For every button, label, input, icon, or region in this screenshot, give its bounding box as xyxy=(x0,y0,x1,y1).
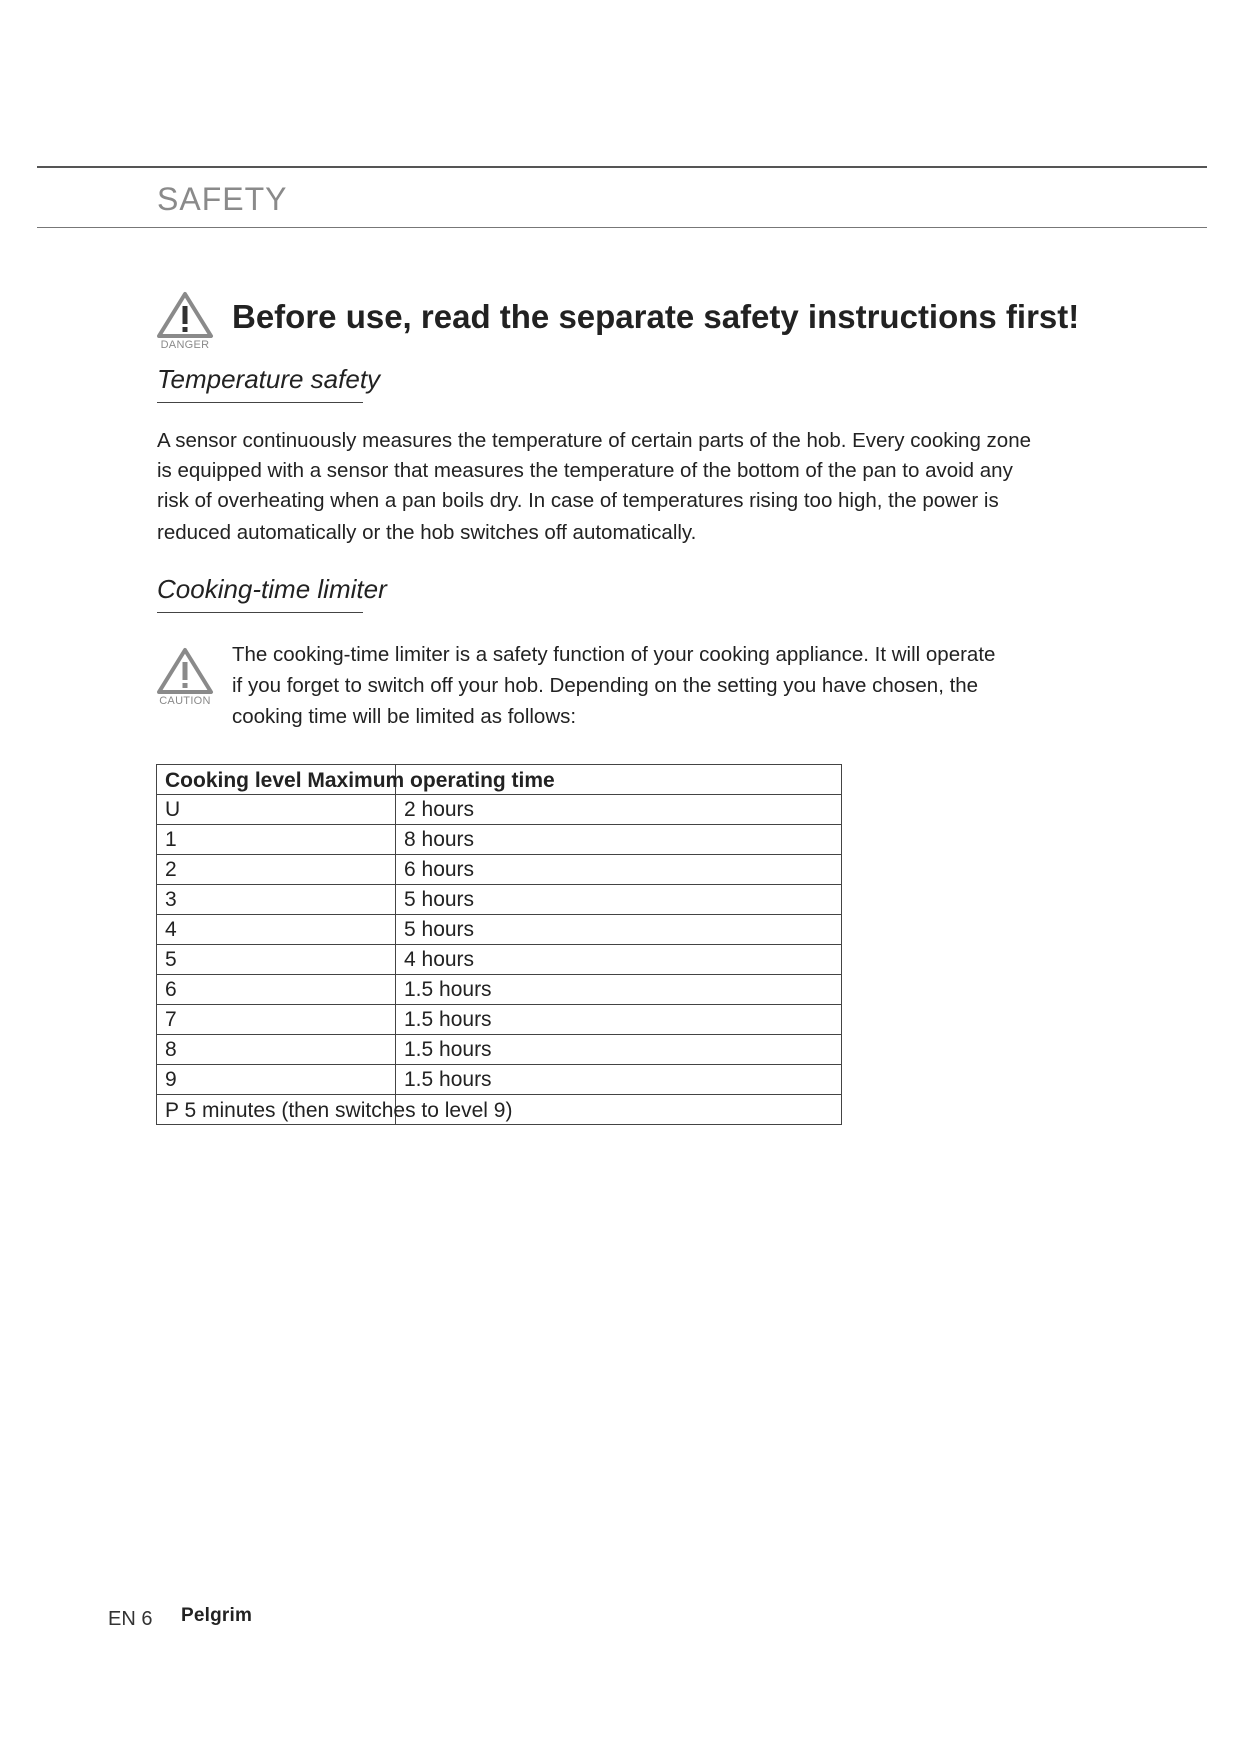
danger-label: DANGER xyxy=(160,339,210,351)
danger-heading: Before use, read the separate safety instructions first! xyxy=(232,298,1080,335)
table-row xyxy=(157,1035,842,1065)
temperature-safety-title: Temperature safety xyxy=(157,364,381,394)
page-number: EN 6 xyxy=(108,1608,153,1630)
time-cell: 1.5 hours xyxy=(396,1035,842,1065)
brand-logo: Pelgrim xyxy=(181,1605,253,1626)
time-cell: 1.5 hours xyxy=(396,975,842,1005)
level-cell: 8 xyxy=(157,1035,396,1065)
level-cell: 2 xyxy=(157,855,396,885)
time-cell: 1.5 hours xyxy=(396,1065,842,1095)
table-header-row xyxy=(157,765,842,795)
paragraph-line: cooking time will be limited as follows: xyxy=(232,705,577,728)
caution-label: CAUTION xyxy=(159,695,211,707)
time-cell: 8 hours xyxy=(396,825,842,855)
danger-warning-icon xyxy=(155,290,215,351)
temperature-safety-underline xyxy=(157,402,363,403)
table-footer-text: P 5 minutes (then switches to level 9) xyxy=(165,1099,513,1122)
table-row xyxy=(157,855,842,885)
table-header-cell xyxy=(157,765,555,795)
level-cell: 4 xyxy=(157,915,396,945)
time-cell: 4 hours xyxy=(396,945,842,975)
cooking-time-limiter-underline xyxy=(157,612,363,613)
level-cell: 5 xyxy=(157,945,396,975)
time-cell: 5 hours xyxy=(396,915,842,945)
level-cell: 3 xyxy=(157,885,396,915)
table-row xyxy=(157,945,842,975)
caution-warning-icon xyxy=(155,646,215,707)
section-header-bar xyxy=(37,166,1207,228)
table-row xyxy=(157,1005,842,1035)
temperature-safety-paragraph xyxy=(157,426,1087,548)
paragraph-line: A sensor continuously measures the temperature of certain parts of the hob. Every cooking zone xyxy=(157,429,1032,452)
section-title: SAFETY xyxy=(157,181,288,217)
paragraph-line: risk of overheating when a pan boils dry. In case of temperatures rising too high, the power is xyxy=(157,489,999,512)
caution-paragraph xyxy=(232,639,1092,732)
level-cell: 1 xyxy=(157,825,396,855)
table-footer-cell xyxy=(157,1095,513,1125)
paragraph-line: is equipped with a sensor that measures the temperature of the bottom of the pan to avoid any xyxy=(157,459,1013,482)
paragraph-line: if you forget to switch off your hob. Depending on the setting you have chosen, the xyxy=(232,674,979,697)
paragraph-line: The cooking-time limiter is a safety function of your cooking appliance. It will operate xyxy=(232,643,996,666)
time-cell: 5 hours xyxy=(396,885,842,915)
table-footer-row xyxy=(157,1095,842,1125)
table-row xyxy=(157,825,842,855)
level-cell: 6 xyxy=(157,975,396,1005)
table-row xyxy=(157,885,842,915)
level-cell: 7 xyxy=(157,1005,396,1035)
cooking-time-table xyxy=(156,764,842,1125)
level-cell: U xyxy=(157,795,396,825)
level-cell: 9 xyxy=(157,1065,396,1095)
cooking-time-limiter-title: Cooking-time limiter xyxy=(157,574,387,604)
table-row xyxy=(157,1065,842,1095)
paragraph-line: reduced automatically or the hob switches off automatically. xyxy=(157,521,697,544)
time-cell: 6 hours xyxy=(396,855,842,885)
time-cell: 1.5 hours xyxy=(396,1005,842,1035)
table-row xyxy=(157,795,842,825)
time-cell: 2 hours xyxy=(396,795,842,825)
table-row xyxy=(157,975,842,1005)
table-row xyxy=(157,915,842,945)
table-header-text: Cooking level Maximum operating time xyxy=(165,769,555,792)
